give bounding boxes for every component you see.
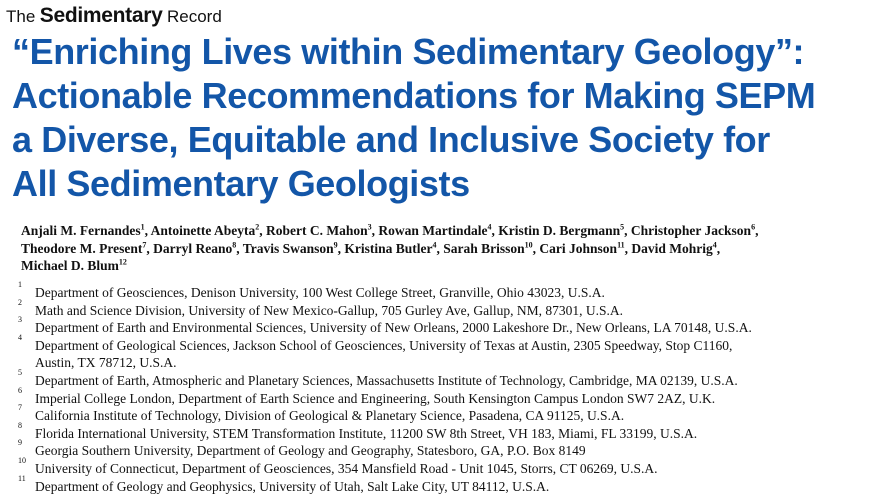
author-name: Christopher Jackson xyxy=(630,223,752,238)
affiliation-text: Math and Science Division, University of New Mexico-Gallup, 705 Gurley Ave, Gallup, NM, 87301, U.S.A. xyxy=(35,302,624,318)
author-separator: , xyxy=(716,240,721,256)
author-separator: , xyxy=(532,240,540,256)
affiliation-number: 4 xyxy=(18,332,22,342)
masthead-prefix: The xyxy=(6,7,36,26)
affiliation-number: 5 xyxy=(18,367,22,377)
affiliation-item xyxy=(18,367,868,390)
author-name: Darryl Reano xyxy=(153,240,233,256)
affiliation-text: Department of Geological Sciences, Jackson School of Geosciences, University of Texas at Austin, 2305 Speedway, Stop C1160, xyxy=(35,337,733,353)
author-name: Theodore M. Present xyxy=(21,240,143,256)
author-separator: , xyxy=(236,240,243,256)
affiliation-item xyxy=(18,438,868,460)
author-separator: , xyxy=(371,223,379,238)
affiliation-number: 8 xyxy=(18,420,22,430)
author-name: Travis Swanson xyxy=(242,240,334,256)
author-name: Rowan Martindale xyxy=(378,223,488,238)
author-affiliation-mark: 3 xyxy=(367,222,372,232)
affiliation-number: 9 xyxy=(18,438,22,448)
affiliation-text: Florida International University, STEM Transformation Institute, 11200 SW 8th Street, VH 183, Miami, FL 33199, U.S.A. xyxy=(35,425,698,441)
affiliation-number: 6 xyxy=(18,385,22,395)
affiliation-text: Austin, TX 78712, U.S.A. xyxy=(35,355,177,371)
author-affiliation-mark: 6 xyxy=(751,222,756,232)
author-name: David Mohrig xyxy=(631,240,713,256)
affiliation-number: 1 xyxy=(18,280,22,289)
affiliation-text: University of Connecticut, Department of Geosciences, 354 Mansfield Road - Unit 1045, Storrs, CT 06269, U.S.A. xyxy=(35,460,658,476)
author-affiliation-mark: 8 xyxy=(232,240,237,249)
author-list xyxy=(21,222,871,275)
author-affiliation-mark: 4 xyxy=(487,222,492,232)
masthead-name: Sedimentary xyxy=(39,4,163,27)
author-separator: , xyxy=(436,240,444,256)
affiliation-number: 10 xyxy=(18,455,26,465)
author-line xyxy=(21,222,871,240)
author-name: Michael D. Blum xyxy=(21,258,119,273)
title-line: All Sedimentary Geologists xyxy=(12,163,470,204)
affiliation-list xyxy=(18,280,868,494)
affiliation-item xyxy=(18,385,868,408)
affiliation-text: Department of Earth, Atmospheric and Planetary Sciences, Massachusetts Institute of Technology, Cambridge, MA 02139, U.S.A. xyxy=(35,372,738,388)
author-name: Sarah Brisson xyxy=(443,240,525,256)
affiliation-item xyxy=(18,297,868,320)
affiliation-item xyxy=(18,420,868,443)
author-name: Cari Johnson xyxy=(539,240,618,256)
author-separator: , xyxy=(491,223,499,238)
affiliation-item xyxy=(18,473,868,494)
affiliation-item xyxy=(18,332,868,372)
title-line: “Enriching Lives within Sedimentary Geology”: xyxy=(12,31,805,72)
author-name: Robert C. Mahon xyxy=(266,223,368,238)
affiliation-text: Department of Geosciences, Denison University, 100 West College Street, Granville, Ohio 43023, U.S.A. xyxy=(35,285,605,300)
author-name: Antoinette Abeyta xyxy=(150,223,256,238)
author-affiliation-mark: 4 xyxy=(432,240,437,249)
affiliation-number: 11 xyxy=(18,473,26,483)
author-separator: , xyxy=(259,223,267,238)
author-name: Kristina Butler xyxy=(344,240,433,256)
affiliation-number: 3 xyxy=(18,315,22,325)
author-separator: , xyxy=(146,240,154,256)
affiliation-item xyxy=(18,280,868,302)
author-name: Anjali M. Fernandes xyxy=(21,223,141,238)
author-separator: , xyxy=(337,240,345,256)
affiliation-item xyxy=(18,315,868,337)
affiliation-text: Department of Geology and Geophysics, University of Utah, Salt Lake City, UT 84112, U.S.A. xyxy=(35,478,550,494)
affiliation-text: Georgia Southern University, Department of Geology and Geography, Statesboro, GA, P.O. Box 8149 xyxy=(35,443,586,459)
title-line: a Diverse, Equitable and Inclusive Society for xyxy=(12,119,770,160)
author-affiliation-mark: 9 xyxy=(333,240,338,249)
title-line: Actionable Recommendations for Making SEPM xyxy=(12,75,816,116)
author-affiliation-mark: 4 xyxy=(712,240,717,249)
affiliation-text: Imperial College London, Department of Earth Science and Engineering, South Kensington Campus London SW7 2AZ, U.K. xyxy=(35,390,716,406)
article-title xyxy=(12,30,872,206)
author-affiliation-mark: 12 xyxy=(118,257,127,267)
affiliation-text: California Institute of Technology, Division of Geological & Planetary Science, Pasadena, CA 91125, U.S.A. xyxy=(35,408,625,424)
author-affiliation-mark: 1 xyxy=(140,222,145,232)
author-separator: , xyxy=(624,223,631,238)
author-separator: , xyxy=(755,223,759,238)
masthead-suffix: Record xyxy=(166,7,222,26)
author-separator: , xyxy=(144,223,151,238)
author-line xyxy=(21,240,871,258)
affiliation-number: 7 xyxy=(18,403,22,413)
author-affiliation-mark: 11 xyxy=(617,240,625,249)
author-affiliation-mark: 2 xyxy=(255,222,260,232)
author-affiliation-mark: 5 xyxy=(620,222,625,232)
author-line xyxy=(21,257,871,275)
author-separator: , xyxy=(624,240,632,256)
author-affiliation-mark: 7 xyxy=(142,240,147,249)
author-affiliation-mark: 10 xyxy=(524,240,533,249)
journal-masthead xyxy=(6,4,222,28)
affiliation-number: 2 xyxy=(18,297,22,307)
affiliation-text: Department of Earth and Environmental Sciences, University of New Orleans, 2000 Lakeshore Dr., New Orleans, LA 70148, U.S.A. xyxy=(35,320,752,336)
affiliation-item xyxy=(18,403,868,425)
affiliation-item xyxy=(18,455,868,478)
author-name: Kristin D. Bergmann xyxy=(498,223,621,238)
